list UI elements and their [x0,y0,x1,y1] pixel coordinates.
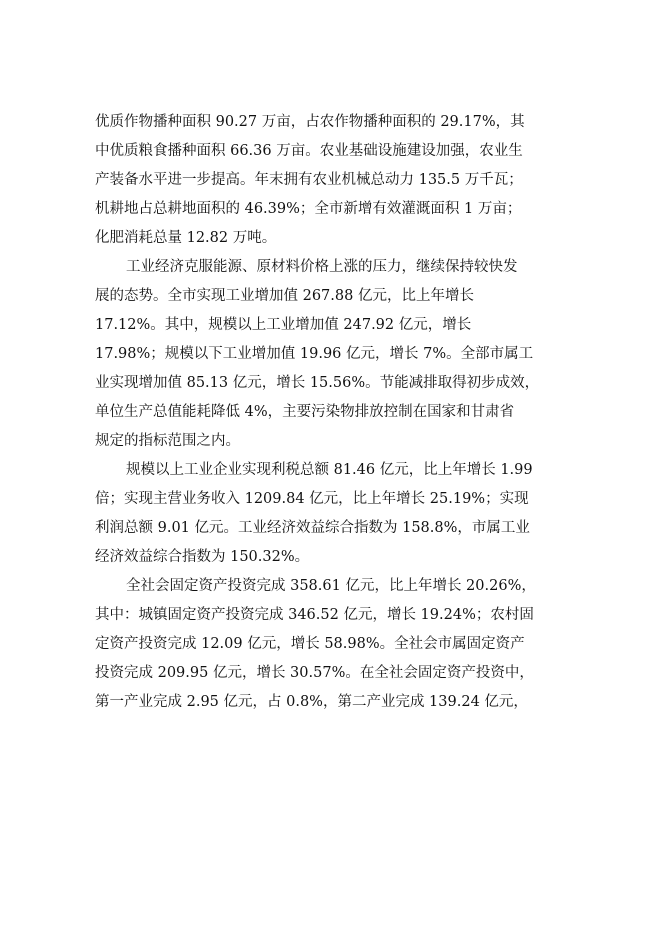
text-line: 单位生产总值能耗降低 4%，主要污染物排放控制在国家和甘肃省 [95,404,515,420]
text-line: 化肥消耗总量 12.82 万吨。 [95,230,277,246]
text-line: 投资完成 209.95 亿元，增长 30.57%。在全社会固定资产投资中， [95,665,534,681]
text-line: 全社会固定资产投资完成 358.61 亿元，比上年增长 20.26%， [126,578,536,594]
document-body [95,108,575,717]
text-line: 优质作物播种面积 90.27 万亩，占农作物播种面积的 29.17%，其 [95,114,525,130]
text-line: 展的态势。全市实现工业增加值 267.88 亿元，比上年增长 [95,288,474,304]
text-line: 经济效益综合指数为 150.32%。 [95,549,310,565]
text-line: 17.98%；规模以下工业增加值 19.96 亿元，增长 7%。全部市属工 [95,346,534,362]
text-line: 机耕地占总耕地面积的 46.39%；全市新增有效灌溉面积 1 万亩； [95,201,522,217]
text-line: 第一产业完成 2.95 亿元，占 0.8%，第二产业完成 139.24 亿元， [95,694,528,710]
text-line: 倍；实现主营业务收入 1209.84 亿元，比上年增长 25.19%；实现 [95,491,529,507]
text-line: 中优质粮食播种面积 66.36 万亩。农业基础设施建设加强，农业生 [95,143,523,159]
text-line: 产装备水平进一步提高。年末拥有农业机械总动力 135.5 万千瓦； [95,172,523,188]
paragraph-profits [95,456,575,572]
paragraph-investment [95,572,575,717]
paragraph-industry [95,253,575,456]
text-line: 其中：城镇固定资产投资完成 346.52 亿元，增长 19.24%；农村固 [95,607,534,623]
text-line: 规定的指标范围之内。 [95,433,240,449]
text-line: 工业经济克服能源、原材料价格上涨的压力，继续保持较快发 [126,259,518,275]
text-line: 17.12%。其中，规模以上工业增加值 247.92 亿元，增长 [95,317,472,333]
text-line: 定资产投资完成 12.09 亿元，增长 58.98%。全社会市属固定资产 [95,636,525,652]
text-line: 规模以上工业企业实现利税总额 81.46 亿元，比上年增长 1.99 [126,462,533,478]
text-line: 利润总额 9.01 亿元。工业经济效益综合指数为 158.8%，市属工业 [95,520,530,536]
paragraph-agriculture [95,108,575,253]
text-line: 业实现增加值 85.13 亿元，增长 15.56%。节能减排取得初步成效， [95,375,540,391]
